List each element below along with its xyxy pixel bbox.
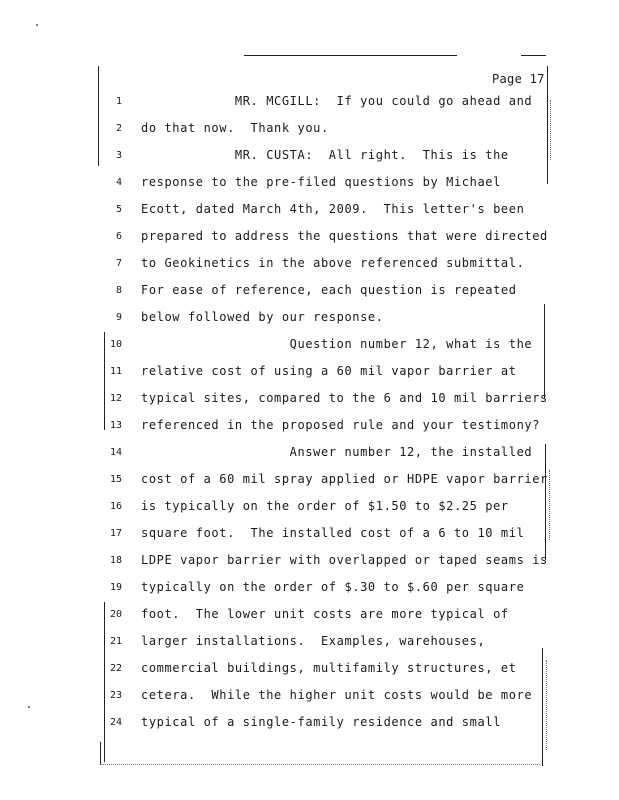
transcript-line: is typically on the order of $1.50 to $2.25 per (141, 499, 509, 513)
line-number: 24 (109, 717, 122, 728)
line-number: 6 (115, 231, 122, 242)
line-number: 3 (115, 150, 122, 161)
transcript-line: below followed by our response. (141, 310, 384, 324)
transcript-line: to Geokinetics in the above referenced submittal. (141, 256, 525, 270)
transcript-line: commercial buildings, multifamily structures, et (141, 661, 517, 675)
transcript-line: cost of a 60 mil spray applied or HDPE vapor barrier (141, 472, 548, 486)
right-margin-dots (550, 100, 552, 160)
right-margin-dots (549, 470, 551, 540)
right-margin-line (545, 444, 546, 560)
line-number: 16 (109, 501, 122, 512)
transcript-line: referenced in the proposed rule and your testimony? (141, 418, 541, 432)
line-number: 9 (115, 312, 122, 323)
line-number: 17 (109, 528, 122, 539)
transcript-line: cetera. While the higher unit costs would be more (141, 688, 533, 702)
transcript-line: foot. The lower unit costs are more typical of (141, 607, 509, 621)
scan-speck (36, 24, 38, 26)
header-rule-short (521, 55, 546, 56)
line-number: 1 (115, 96, 122, 107)
line-number: 23 (109, 690, 122, 701)
transcript-line: Ecott, dated March 4th, 2009. This letter's been (141, 202, 525, 216)
header-rule-long (244, 55, 457, 56)
bottom-dotted-rule (100, 764, 540, 765)
transcript-line: For ease of reference, each question is repeated (141, 283, 517, 297)
transcript-line: relative cost of using a 60 mil vapor barrier at (141, 364, 517, 378)
line-number: 4 (115, 177, 122, 188)
right-margin-line (542, 648, 543, 766)
scan-speck (28, 706, 30, 708)
transcript-line: larger installations. Examples, warehouses, (141, 634, 486, 648)
line-number: 7 (115, 258, 122, 269)
transcript-line: typically on the order of $.30 to $.60 per square (141, 580, 525, 594)
transcript-line: MR. CUSTA: All right. This is the (141, 148, 509, 162)
line-number: 19 (109, 582, 122, 593)
left-margin-line (104, 602, 105, 762)
right-margin-line (544, 304, 545, 398)
line-number: 10 (109, 339, 122, 350)
right-margin-line (547, 66, 548, 184)
line-number: 18 (109, 555, 122, 566)
line-number: 13 (109, 420, 122, 431)
transcript-line: Answer number 12, the installed (141, 445, 533, 459)
transcript-line: prepared to address the questions that were directed (141, 229, 548, 243)
line-number: 21 (109, 636, 122, 647)
line-number: 14 (109, 447, 122, 458)
left-margin-line (100, 742, 101, 764)
transcript-line: square foot. The installed cost of a 6 to 10 mil (141, 526, 525, 540)
line-number: 15 (109, 474, 122, 485)
transcript-line: Question number 12, what is the (141, 337, 533, 351)
line-number: 5 (115, 204, 122, 215)
transcript-line: LDPE vapor barrier with overlapped or taped seams is (141, 553, 548, 567)
line-number: 2 (115, 123, 122, 134)
transcript-line: response to the pre-filed questions by Michael (141, 175, 501, 189)
line-number: 11 (109, 366, 122, 377)
transcript-line: typical sites, compared to the 6 and 10 mil barriers (141, 391, 548, 405)
page-number-label: Page 17 (492, 72, 545, 86)
line-number: 8 (115, 285, 122, 296)
line-number: 22 (109, 663, 122, 674)
transcript-line: typical of a single-family residence and small (141, 715, 501, 729)
line-number: 20 (109, 609, 122, 620)
right-margin-dots (546, 660, 548, 750)
transcript-line: do that now. Thank you. (141, 121, 329, 135)
transcript-line: MR. MCGILL: If you could go ahead and (141, 94, 533, 108)
line-number: 12 (109, 393, 122, 404)
